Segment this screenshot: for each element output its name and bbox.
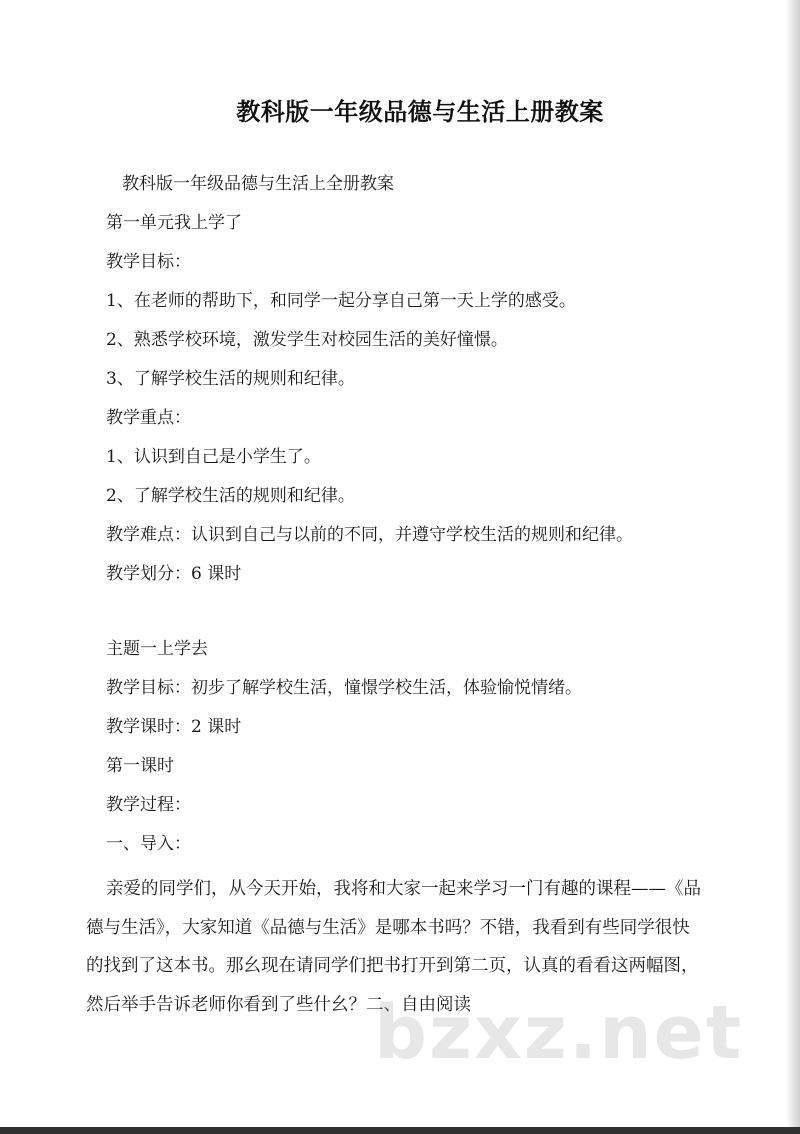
theme-objective-line: 教学目标：初步了解学校生活，憧憬学校生活，体验愉悦情绪。: [106, 678, 582, 698]
key-point-item: 2、了解学校生活的规则和纪律。: [106, 486, 355, 506]
objectives-heading: 教学目标：: [106, 252, 191, 272]
theme-heading: 主题一上学去: [106, 639, 208, 659]
intro-heading: 一、导入：: [106, 834, 191, 854]
site-watermark: bzxz.net: [374, 990, 744, 1076]
intro-paragraph: 亲爱的同学们，从今天开始，我将和大家一起来学习一门有趣的课程——《品德与生活》，大家知道《品德与生活》是哪本书吗？不错，我看到有些同学很快的找到了这本书。那幺现在请同学们把书打开到第二页，认真的看看这两幅图，然后举手告诉老师你看到了些什幺？二、自由阅读: [86, 879, 701, 1015]
objective-item: 1、在老师的帮助下，和同学一起分享自己第一天上学的感受。: [106, 291, 576, 311]
unit-heading: 第一单元我上学了: [106, 213, 242, 233]
document-subtitle: 教科版一年级品德与生活上全册教案: [122, 174, 394, 194]
page-edge-shadow: [786, 0, 800, 1134]
page-bottom-border: [0, 1127, 800, 1134]
key-points-heading: 教学重点：: [106, 408, 191, 428]
key-point-item: 1、认识到自己是小学生了。: [106, 447, 321, 467]
process-heading: 教学过程：: [106, 795, 191, 815]
schedule-line: 教学划分：6 课时: [106, 564, 242, 584]
difficulty-line: 教学难点：认识到自己与以前的不同，并遵守学校生活的规则和纪律。: [106, 525, 633, 545]
objective-item: 3、了解学校生活的规则和纪律。: [106, 369, 355, 389]
document-title: 教科版一年级品德与生活上册教案: [236, 98, 604, 126]
objective-item: 2、熟悉学校环境，激发学生对校园生活的美好憧憬。: [106, 330, 508, 350]
first-lesson-heading: 第一课时: [106, 756, 174, 776]
class-hours-line: 教学课时：2 课时: [106, 717, 242, 737]
